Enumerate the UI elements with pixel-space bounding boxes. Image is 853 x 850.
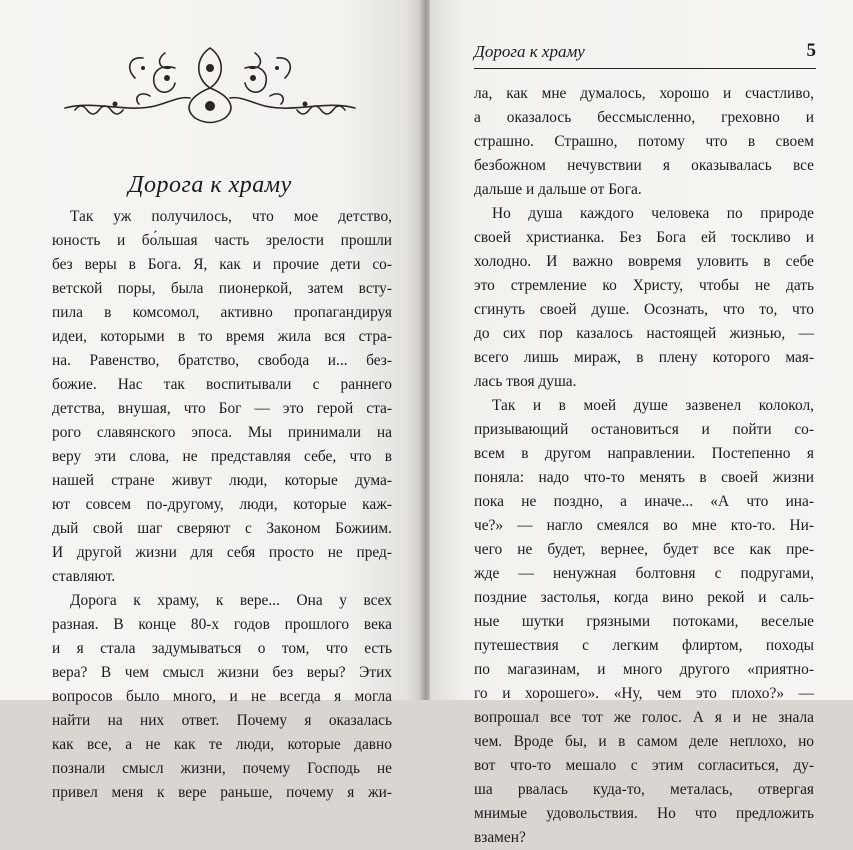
text-line: Но душа каждого человека по природе	[492, 205, 814, 222]
text-line: поздние застолья, когда вино рекой и саль-	[474, 589, 814, 606]
text-line: безбожном нечувствии я оказывалась все	[474, 157, 814, 174]
text-line: нашей стране живут люди, которые дума-	[52, 472, 392, 489]
text-line: найти на них ответ. Почему я оказалась	[52, 712, 392, 729]
text-line: детства, внушая, что Бог — это герой ста-	[52, 400, 392, 417]
text-line: пока не поздно, а иначе... «А что ина-	[474, 493, 814, 510]
text-line: лась твоя душа.	[474, 373, 577, 390]
text-line: го и хорошего». «Ну, чем это плохо?» —	[474, 685, 814, 702]
text-line: веру эти слова, не представляя себе, что в	[52, 448, 392, 465]
text-line: до сих пор казалось настоящей жизнью, —	[474, 325, 814, 342]
text-line: и я стала задумываться о том, что есть	[52, 640, 392, 657]
text-line: это стремление ко Христу, чтобы не дать	[474, 277, 814, 294]
left-page-text	[52, 205, 392, 805]
text-line: божие. Нас так воспитывали с раннего	[52, 376, 392, 393]
text-line: Так уж получилось, что мое детство,	[70, 208, 392, 225]
text-line: по магазинам, и много другого «приятно-	[474, 661, 814, 678]
text-line: своей христианка. Без Бога ей тоскливо и	[474, 229, 814, 246]
text-line: взамен?	[474, 829, 526, 846]
text-line: ла, как мне думалось, хорошо и счастливо,	[474, 85, 814, 102]
text-line: путешествия с легким флиртом, походы	[474, 637, 814, 654]
text-line: разная. В конце 80-х годов прошлого века	[52, 616, 392, 633]
running-header	[474, 42, 816, 69]
text-line: поняла: надо что-то менять в своей жизни	[474, 469, 814, 486]
text-line: мнимые удовольствия. Но что предложить	[474, 805, 814, 822]
text-line: дый свой шаг сверяют с Законом Божиим.	[52, 520, 392, 537]
text-line: призывающий остановиться и пойти со-	[474, 421, 814, 438]
text-line: вопросов было много, и не всегда я могла	[52, 688, 392, 705]
text-line: идеи, которыми в то время жила вся стра-	[52, 328, 392, 345]
text-line: всем в другом направлении. Постепенно я	[474, 445, 814, 462]
text-line: как все, а не как те люди, которые давно	[52, 736, 392, 753]
text-line: а оказалось бессмысленно, греховно и	[474, 109, 814, 126]
text-line: ставляют.	[52, 568, 116, 585]
text-line: чем. Вроде бы, и в самом деле неплохо, но	[474, 733, 814, 750]
text-line: че?» — нагло смеялся во мне кто-то. Ни-	[474, 517, 814, 534]
text-line: И другой жизни для себя просто не пред-	[52, 544, 392, 561]
text-line: ша рвалась куда-то, металась, отвергая	[474, 781, 814, 798]
running-title: Дорога к храму	[474, 42, 585, 61]
text-line: дальше и дальше от Бога.	[474, 181, 642, 198]
chapter-title: Дорога к храму	[128, 172, 292, 198]
text-line: привел меня к вере раньше, почему я жи-	[52, 784, 392, 801]
text-line: ветской поры, была пионеркой, затем всту-	[52, 280, 392, 297]
text-line: сгинуть своей душе. Осознать, что то, что	[474, 301, 814, 318]
floral-ornament-icon	[55, 38, 365, 128]
text-line: Так и в моей душе зазвенел колокол,	[492, 397, 814, 414]
right-page-text	[474, 82, 814, 850]
text-line: ют совсем по-другому, люди, которые каж-	[52, 496, 392, 513]
page-number: 5	[806, 40, 816, 61]
text-line: юность и бо́льшая часть зрелости прошли	[52, 232, 392, 249]
text-line: рого славянского эпоса. Мы принимали на	[52, 424, 392, 441]
text-line: жде — ненужная болтовня с подругами,	[474, 565, 814, 582]
left-page	[0, 0, 424, 801]
text-line: вот что-то мешало с этим согласиться, ду-	[474, 757, 814, 774]
text-line: вопрошал все тот же голос. А я и не знала	[474, 709, 814, 726]
text-line: холодно. И важно вовремя уловить в себе	[474, 253, 814, 270]
text-line: на. Равенство, братство, свобода и... без-	[52, 352, 392, 369]
text-line: страшно. Страшно, потому что в своем	[474, 133, 814, 150]
text-line: Дорога к храму, к вере... Она у всех	[70, 592, 392, 609]
text-line: без веры в Бога. Я, как и прочие дети со-	[52, 256, 392, 273]
text-line: вера? В чем смысл жизни без веры? Этих	[52, 664, 392, 681]
text-line: всего лишь мираж, в плену которого мая-	[474, 349, 814, 366]
text-line: ные шутки грязными потоками, веселые	[474, 613, 814, 630]
text-line: чего не будет, вернее, будет все как пре-	[474, 541, 814, 558]
text-line: познали смысл жизни, почему Господь не	[52, 760, 392, 777]
text-line: пила в комсомол, активно пропагандируя	[52, 304, 392, 321]
